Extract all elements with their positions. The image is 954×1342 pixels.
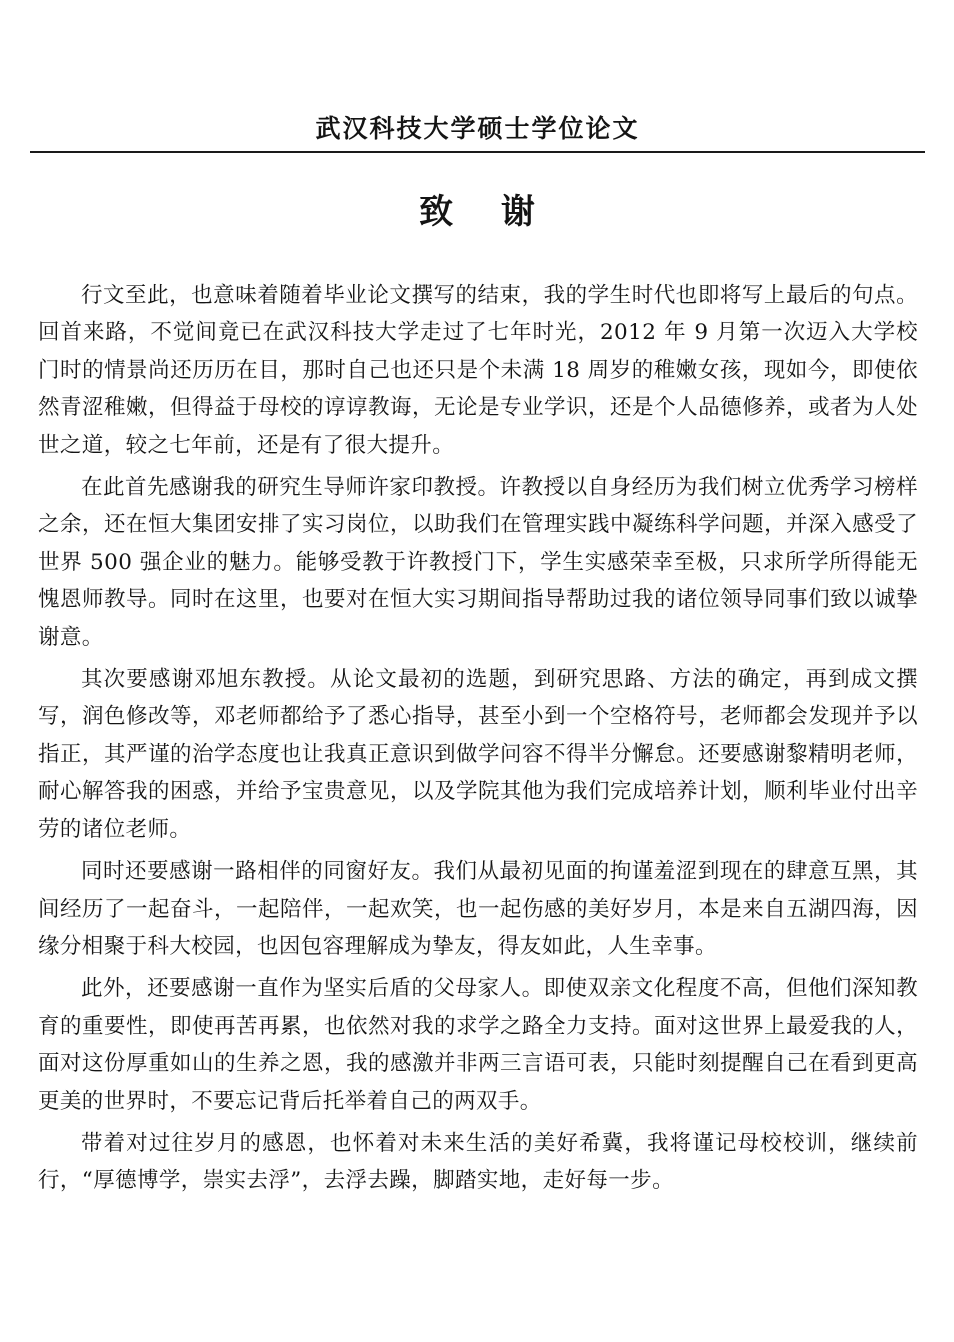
paragraph-1: 行文至此，也意味着随着毕业论文撰写的结束，我的学生时代也即将写上最后的句点。回首来路，不觉间竟已在武汉科技大学走过了七年时光，2012 年 9 月第一次迈入大学校门时的情景尚还历历在目，那时自己也还只是个未满 18 周岁的稚嫩女孩，现如今，即使依然青涩稚嫩，但得益于母校的谆谆教诲，无论是专业学识，还是个人品德修养，或者为人处世之道，较之七年前，还是有了很大提升。 [38,283,918,458]
paragraph-6: 带着对过往岁月的感恩，也怀着对未来生活的美好希冀，我将谨记母校校训，继续前行，“厚德博学，崇实去浮”，去浮去躁，脚踏实地，走好每一步。 [38,1130,918,1194]
paragraph-3: 其次要感谢邓旭东教授。从论文最初的选题，到研究思路、方法的确定，再到成文撰写，润色修改等，邓老师都给予了悉心指导，甚至小到一个空格符号，老师都会发现并予以指正，其严谨的治学态度也让我真正意识到做学问容不得半分懈怠。还要感谢黎精明老师，耐心解答我的困惑，并给予宝贵意见，以及学院其他为我们完成培养计划，顺利毕业付出辛劳的诸位老师。 [38,667,918,842]
page-title: 致 谢 [419,192,553,232]
running-header: 武汉科技大学硕士学位论文 [315,114,640,143]
paragraph-4: 同时还要感谢一路相伴的同窗好友。我们从最初见面的拘谨羞涩到现在的肆意互黑，其间经历了一起奋斗，一起陪伴，一起欢笑，也一起伤感的美好岁月，本是来自五湖四海，因缘分相聚于科大校园，也因包容理解成为挚友，得友如此，人生幸事。 [38,859,918,959]
header-divider [30,151,925,153]
acknowledgement-body [38,277,918,1205]
paragraph-5: 此外，还要感谢一直作为坚实后盾的父母家人。即使双亲文化程度不高，但他们深知教育的重要性，即使再苦再累，也依然对我的求学之路全力支持。面对这世界上最爱我的人，面对这份厚重如山的生养之恩，我的感激并非两三言语可表，只能时刻提醒自己在看到更高更美的世界时，不要忘记背后托举着自己的两双手。 [38,976,918,1114]
paragraph-2: 在此首先感谢我的研究生导师许家印教授。许教授以自身经历为我们树立优秀学习榜样之余，还在恒大集团安排了实习岗位，以助我们在管理实践中凝练科学问题，并深入感受了世界 500 强企业的魅力。能够受教于许教授门下，学生实感荣幸至极，只求所学所得能无愧恩师教导。同时在这里，也要对在恒大实习期间指导帮助过我的诸位领导同事们致以诚挚谢意。 [38,475,918,650]
